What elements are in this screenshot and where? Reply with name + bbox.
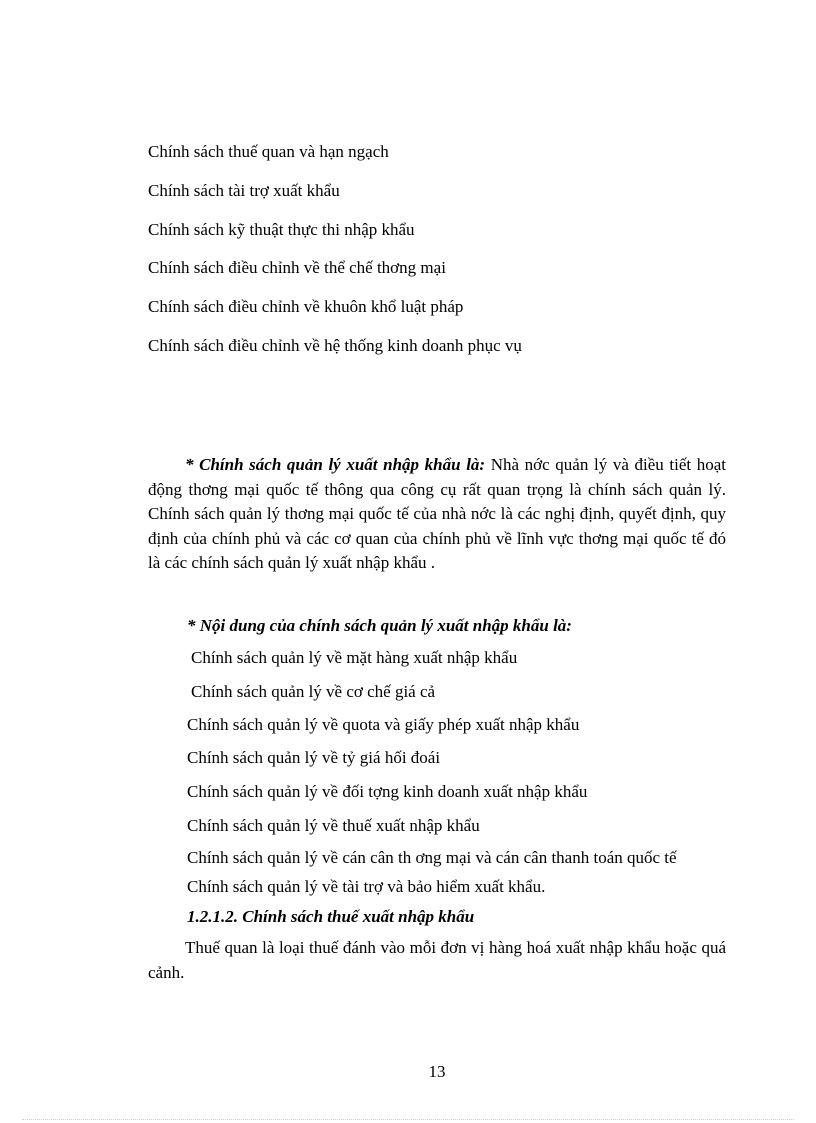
list-item: Chính sách quản lý về đối tợng kinh doanh xuất nhập khẩu <box>187 782 588 801</box>
list-item: Chính sách quản lý về cơ chế giá cả <box>191 682 436 701</box>
list-item: Chính sách điều chỉnh về thể chế thơng mại <box>148 258 446 277</box>
list-item: Chính sách thuế quan và hạn ngạch <box>148 142 389 161</box>
section-heading: 1.2.1.2. Chính sách thuế xuất nhập khẩu <box>187 907 475 926</box>
list-item: Chính sách kỹ thuật thực thi nhập khẩu <box>148 220 415 239</box>
list-item: Chính sách quản lý về thuế xuất nhập khẩu <box>187 816 480 835</box>
definition-paragraph <box>148 453 726 576</box>
list-item: Chính sách quản lý về tài trợ và bảo hiểm xuất khẩu. <box>187 877 546 896</box>
section-paragraph-text: Thuế quan là loại thuế đánh vào mỗi đơn vị hàng hoá xuất nhập khẩu hoặc quá cảnh. <box>148 938 726 982</box>
list-item: Chính sách quản lý về tỷ giá hối đoái <box>187 748 441 767</box>
page-number: 13 <box>428 1062 446 1081</box>
definition-lead: * Chính sách quản lý xuất nhập khẩu là: <box>185 455 486 474</box>
section-paragraph <box>148 936 726 985</box>
list-item: Chính sách quản lý về mặt hàng xuất nhập khẩu <box>191 648 518 667</box>
list-item: Chính sách điều chỉnh về khuôn khổ luật pháp <box>148 297 464 316</box>
list-item: Chính sách điều chỉnh về hệ thống kinh doanh phục vụ <box>148 336 522 355</box>
page-border <box>22 1119 794 1120</box>
list-item: Chính sách quản lý về cán cân th ơng mại và cán cân thanh toán quốc tế <box>187 848 677 867</box>
definition-body: Nhà nớc quản lý và điều tiết hoạt động thơng mại quốc tế thông qua công cụ rất quan trọng là chính sách quản lý. Chính sách quản lý thơng mại quốc tế của nhà nớc là các nghị định, quyết định, quy định của chính phủ và các cơ quan của chính phủ về lĩnh vực thơng mại quốc tế đó là các chính sách quản lý xuất nhập khẩu . <box>148 455 726 572</box>
list-item: Chính sách quản lý về quota và giấy phép xuất nhập khẩu <box>187 715 580 734</box>
list-item: Chính sách tài trợ xuất khẩu <box>148 181 340 200</box>
content-heading: * Nội dung của chính sách quản lý xuất nhập khẩu là: <box>187 616 572 635</box>
